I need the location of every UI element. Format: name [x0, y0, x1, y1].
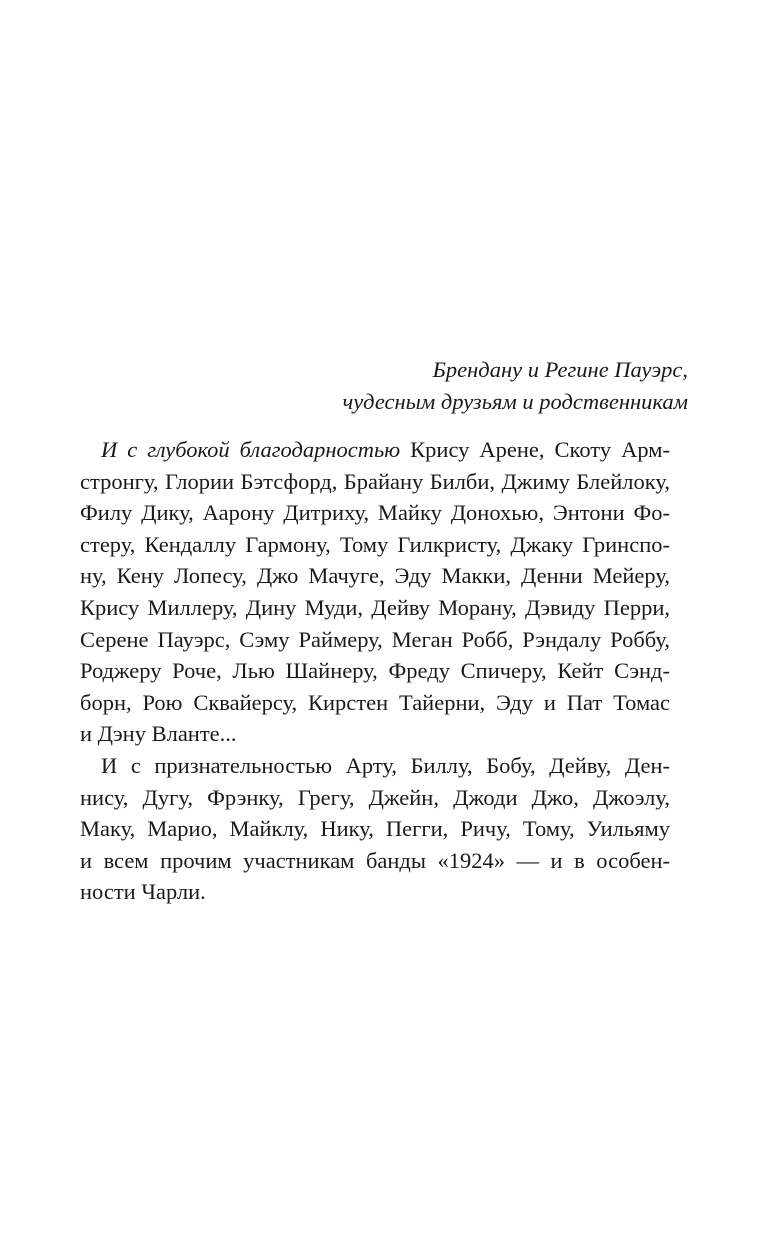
text-line: ности Чарли. — [80, 879, 206, 905]
text-line: Серене Пауэрс, Сэму Раймеру, Меган Робб, Рэндалу Роббу, — [80, 626, 670, 652]
dedication — [80, 354, 688, 418]
text-line — [80, 434, 670, 466]
text-line: Роджеру Роче, Лью Шайнеру, Фреду Спичеру, Кейт Сэнд- — [80, 658, 670, 684]
text-line: Филу Дику, Аарону Дитриху, Майку Донохью, Энтони Фо- — [80, 500, 670, 526]
text-line: И с признательностью Арту, Биллу, Бобу, Дейву, Ден- — [101, 752, 670, 778]
paragraph-gratitude — [80, 434, 670, 750]
text-line: борн, Рою Сквайерсу, Кирстен Тайерни, Эду и Пат Томас — [80, 689, 670, 715]
text-fragment: Крису Арене, Скоту Арм- — [410, 437, 670, 462]
text-line: стронгу, Глории Бэтсфорд, Брайану Билби, Джиму Блейлоку, — [80, 468, 670, 494]
text-line: и Дэну Вланте... — [80, 721, 237, 747]
text-line: Крису Миллеру, Дину Муди, Дейву Морану, Дэвиду Перри, — [80, 594, 670, 620]
text-line: нису, Дугу, Фрэнку, Грегу, Джейн, Джоди Джо, Джоэлу, — [80, 784, 670, 810]
paragraph-appreciation — [80, 750, 670, 908]
italic-lead: И с глубокой благодарностью — [101, 437, 401, 462]
acknowledgements — [80, 434, 670, 908]
text-line: и всем прочим участникам банды «1924» — и в особен- — [80, 847, 670, 873]
dedication-line: чудесным друзьям и родственникам — [342, 389, 688, 414]
text-line: ну, Кену Лопесу, Джо Мачуге, Эду Макки, Денни Мейеру, — [80, 563, 670, 589]
text-line: Маку, Марио, Майклу, Нику, Пегги, Ричу, Тому, Уильяму — [80, 816, 670, 842]
text-line: стеру, Кендаллу Гармону, Тому Гилкристу, Джаку Гринспо- — [80, 531, 670, 557]
dedication-line: Брендану и Регине Пауэрс, — [432, 357, 688, 382]
